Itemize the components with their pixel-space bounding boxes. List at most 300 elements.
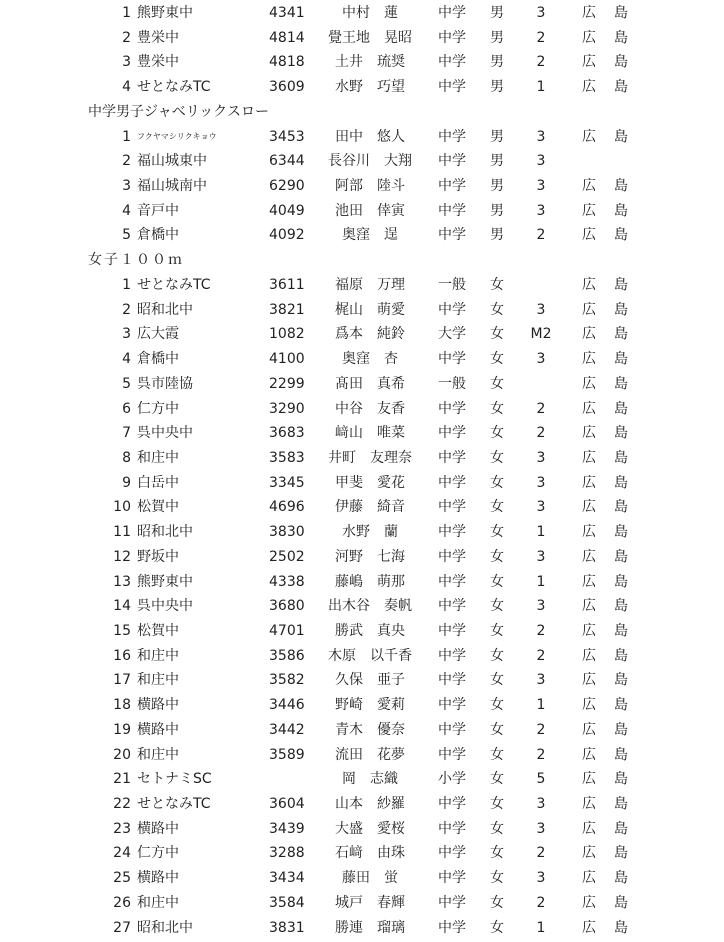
- sex: 女: [490, 400, 504, 417]
- sex: 女: [490, 870, 504, 887]
- entry-number: 26: [113, 894, 131, 911]
- category: 中学: [438, 79, 466, 96]
- team-name: 倉橋中: [137, 227, 179, 244]
- sex: 女: [490, 301, 504, 318]
- entry-number: 2: [122, 29, 131, 46]
- grade: M2: [530, 326, 552, 343]
- entry-number: 24: [113, 845, 131, 862]
- grade: [526, 273, 556, 298]
- prefecture: 広島: [582, 672, 646, 689]
- prefecture: 広島: [582, 845, 646, 862]
- athlete-name: 青木 優奈: [335, 721, 405, 738]
- grade: 3: [536, 820, 546, 837]
- table-row: [0, 495, 724, 520]
- table-row: [0, 50, 724, 75]
- sex: 女: [490, 845, 504, 862]
- grade: 3: [536, 870, 546, 887]
- prefecture: 広島: [582, 746, 646, 763]
- event-title: 中学男子ジャベリックスロー: [88, 103, 270, 120]
- prefecture: 広島: [582, 375, 646, 392]
- team-name: フクヤマシリクキョウ: [137, 131, 217, 141]
- entry-number: 23: [113, 820, 131, 837]
- bib-number: 4092: [269, 227, 305, 244]
- category: 中学: [438, 227, 466, 244]
- grade: 2: [536, 623, 546, 639]
- table-row: [0, 1, 724, 26]
- bib-number: 3680: [269, 598, 305, 615]
- athlete-name: 流田 花夢: [335, 746, 405, 763]
- entry-number: 8: [122, 449, 131, 466]
- category: 中学: [438, 870, 466, 887]
- athlete-name: 山本 紗羅: [335, 796, 405, 813]
- category: 中学: [438, 548, 466, 565]
- sex: 女: [490, 326, 504, 343]
- category: 中学: [438, 894, 466, 911]
- team-name: 豊栄中: [137, 29, 179, 46]
- sex: 女: [490, 746, 504, 763]
- grade: 3: [536, 474, 546, 491]
- category: 中学: [438, 746, 466, 763]
- sex: 男: [490, 5, 504, 21]
- bib-number: 4049: [269, 202, 305, 219]
- sex: 女: [490, 894, 504, 911]
- category: 中学: [438, 425, 466, 442]
- grade: 2: [536, 400, 546, 417]
- bib-number: 3442: [269, 721, 305, 738]
- athlete-name: 城戸 春輝: [335, 894, 405, 911]
- category: 中学: [438, 796, 466, 813]
- table-row: [0, 26, 724, 51]
- category: 中学: [438, 721, 466, 738]
- prefecture: 広島: [582, 54, 646, 71]
- category: 中学: [438, 573, 466, 590]
- bib-number: [269, 767, 319, 792]
- athlete-name: 出木谷 奏帆: [328, 598, 412, 615]
- bib-number: 4338: [269, 573, 305, 590]
- grade: 2: [536, 425, 546, 442]
- bib-number: 3584: [269, 894, 305, 911]
- sex: 女: [490, 598, 504, 615]
- sex: 女: [490, 276, 504, 293]
- bib-number: 6344: [269, 153, 305, 170]
- entry-number: 5: [122, 375, 131, 392]
- entry-number: 15: [113, 623, 131, 639]
- category: 中学: [438, 449, 466, 466]
- prefecture: 広島: [582, 499, 646, 516]
- grade: 3: [536, 499, 546, 516]
- category: 中学: [438, 351, 466, 368]
- grade: 3: [536, 178, 546, 195]
- grade: [526, 372, 556, 397]
- athlete-name: 藤嶋 萌那: [335, 573, 405, 590]
- prefecture: 広島: [582, 29, 646, 46]
- grade: 2: [536, 721, 546, 738]
- team-name: 熊野東中: [137, 5, 193, 21]
- athlete-name: 覺王地 晃昭: [328, 29, 412, 46]
- team-name: 松賀中: [137, 623, 179, 639]
- entry-number: 1: [122, 128, 131, 145]
- bib-number: 3830: [269, 524, 305, 541]
- prefecture: 広島: [582, 326, 646, 343]
- prefecture: 広島: [582, 771, 646, 788]
- grade: 3: [536, 128, 546, 145]
- entry-number: 25: [113, 870, 131, 887]
- team-name: 横路中: [137, 820, 179, 837]
- category: 一般: [438, 276, 466, 293]
- team-name: 松賀中: [137, 499, 179, 516]
- grade: 3: [536, 301, 546, 318]
- table-row: [0, 718, 724, 743]
- entry-number: 4: [122, 202, 131, 219]
- grade: 1: [536, 573, 546, 590]
- category: 中学: [438, 672, 466, 689]
- prefecture: 広島: [582, 647, 646, 664]
- prefecture: 広島: [582, 425, 646, 442]
- event-heading: [0, 248, 724, 273]
- athlete-name: 奥窪 逞: [342, 227, 398, 244]
- entry-number: 14: [113, 598, 131, 615]
- grade: 3: [536, 672, 546, 689]
- team-name: 仁方中: [137, 400, 179, 417]
- table-row: [0, 199, 724, 224]
- athlete-name: 河野 七海: [335, 548, 405, 565]
- entry-number: 12: [113, 548, 131, 565]
- grade: 1: [536, 919, 546, 936]
- category: 一般: [438, 375, 466, 392]
- table-row: [0, 891, 724, 916]
- entry-number: 3: [122, 326, 131, 343]
- entry-number: 9: [122, 474, 131, 491]
- category: 中学: [438, 400, 466, 417]
- prefecture: 広島: [582, 474, 646, 491]
- sex: 女: [490, 672, 504, 689]
- grade: 1: [536, 79, 546, 96]
- prefecture: 広島: [582, 796, 646, 813]
- sex: 女: [490, 499, 504, 516]
- category: 中学: [438, 474, 466, 491]
- entry-number: 18: [113, 697, 131, 714]
- bib-number: 3439: [269, 820, 305, 837]
- team-name: 和庄中: [137, 746, 179, 763]
- entry-number: 4: [122, 79, 131, 96]
- athlete-name: 爲本 純鈴: [335, 326, 405, 343]
- table-row: [0, 273, 724, 298]
- table-row: [0, 471, 724, 496]
- prefecture: 広島: [582, 820, 646, 837]
- entry-number: 2: [122, 301, 131, 318]
- bib-number: 3604: [269, 796, 305, 813]
- athlete-name: 久保 亜子: [335, 672, 405, 689]
- athlete-name: 﨑山 唯菜: [335, 425, 405, 442]
- grade: 2: [536, 746, 546, 763]
- team-name: 豊栄中: [137, 54, 179, 71]
- category: 中学: [438, 499, 466, 516]
- bib-number: 4696: [269, 499, 305, 516]
- table-row: [0, 397, 724, 422]
- table-row: [0, 149, 724, 174]
- prefecture: 広島: [582, 227, 646, 244]
- team-name: 福山城東中: [137, 153, 207, 170]
- team-name: 呉市陸協: [137, 375, 193, 392]
- sex: 男: [490, 79, 504, 96]
- grade: 3: [536, 548, 546, 565]
- entry-number: 3: [122, 178, 131, 195]
- bib-number: 4701: [269, 623, 305, 639]
- table-row: [0, 693, 724, 718]
- athlete-name: 石﨑 由珠: [335, 845, 405, 862]
- prefecture: 広島: [582, 598, 646, 615]
- entry-number: 27: [113, 919, 131, 936]
- team-name: 横路中: [137, 870, 179, 887]
- entry-number: 16: [113, 647, 131, 664]
- sex: 女: [490, 548, 504, 565]
- athlete-name: 伊藤 綺音: [335, 499, 405, 516]
- bib-number: 3345: [269, 474, 305, 491]
- sex: 女: [490, 919, 504, 936]
- prefecture: 広島: [582, 5, 646, 21]
- table-row: [0, 322, 724, 347]
- table-row: [0, 841, 724, 866]
- team-name: 和庄中: [137, 647, 179, 664]
- athlete-name: 木原 以千香: [328, 647, 412, 664]
- team-name: 横路中: [137, 697, 179, 714]
- table-row: [0, 916, 724, 941]
- entry-number: 19: [113, 721, 131, 738]
- sex: 女: [490, 697, 504, 714]
- sex: 男: [490, 128, 504, 145]
- sex: 女: [490, 524, 504, 541]
- category: 中学: [438, 697, 466, 714]
- bib-number: 3288: [269, 845, 305, 862]
- prefecture: 広島: [582, 697, 646, 714]
- team-name: せとなみTC: [137, 276, 211, 293]
- prefecture: [582, 149, 630, 174]
- sex: 男: [490, 29, 504, 46]
- grade: 2: [536, 647, 546, 664]
- entry-number: 22: [113, 796, 131, 813]
- team-name: せとなみTC: [137, 796, 211, 813]
- entry-number: 21: [113, 771, 131, 788]
- bib-number: 3453: [269, 128, 305, 145]
- sex: 男: [490, 227, 504, 244]
- team-name: 白岳中: [137, 474, 179, 491]
- bib-number: 3611: [269, 276, 305, 293]
- sex: 男: [490, 178, 504, 195]
- bib-number: 4100: [269, 351, 305, 368]
- prefecture: 広島: [582, 524, 646, 541]
- team-name: 昭和北中: [137, 524, 193, 541]
- category: 中学: [438, 623, 466, 639]
- team-name: 野坂中: [137, 548, 179, 565]
- category: 中学: [438, 153, 466, 170]
- athlete-name: 中谷 友香: [335, 400, 405, 417]
- athlete-name: 梶山 萌愛: [335, 301, 405, 318]
- table-row: [0, 520, 724, 545]
- table-row: [0, 792, 724, 817]
- table-row: [0, 446, 724, 471]
- bib-number: 2502: [269, 548, 305, 565]
- entry-number: 20: [113, 746, 131, 763]
- entry-number: 1: [122, 5, 131, 21]
- grade: 2: [536, 227, 546, 244]
- event-title: 女子１００ｍ: [88, 252, 184, 269]
- bib-number: 3583: [269, 449, 305, 466]
- category: 中学: [438, 524, 466, 541]
- prefecture: 広島: [582, 400, 646, 417]
- athlete-name: 福原 万理: [335, 276, 405, 293]
- athlete-name: 阿部 陸斗: [335, 178, 405, 195]
- category: 大学: [438, 326, 466, 343]
- team-name: 広大霞: [137, 326, 179, 343]
- prefecture: 広島: [582, 870, 646, 887]
- grade: 1: [536, 697, 546, 714]
- prefecture: 広島: [582, 79, 646, 96]
- team-name: 和庄中: [137, 894, 179, 911]
- prefecture: 広島: [582, 301, 646, 318]
- prefecture: 広島: [582, 894, 646, 911]
- grade: 2: [536, 29, 546, 46]
- prefecture: 広島: [582, 128, 646, 145]
- bib-number: 3821: [269, 301, 305, 318]
- team-name: セトナミSC: [137, 771, 212, 788]
- entry-number: 17: [113, 672, 131, 689]
- prefecture: 広島: [582, 202, 646, 219]
- bib-number: 4814: [269, 29, 305, 46]
- athlete-name: 藤田 蛍: [342, 870, 398, 887]
- event-heading: [0, 100, 724, 125]
- category: 中学: [438, 919, 466, 936]
- athlete-name: 野崎 愛莉: [335, 697, 405, 714]
- grade: 3: [536, 202, 546, 219]
- athlete-name: 髙田 真希: [335, 375, 405, 392]
- table-row: [0, 866, 724, 891]
- athlete-name: 田中 悠人: [335, 128, 405, 145]
- athlete-name: 長谷川 大翔: [328, 153, 412, 170]
- bib-number: 4341: [269, 5, 305, 21]
- table-row: [0, 298, 724, 323]
- bib-number: 3434: [269, 870, 305, 887]
- category: 中学: [438, 202, 466, 219]
- team-name: 熊野東中: [137, 573, 193, 590]
- entry-number: 11: [113, 524, 131, 541]
- prefecture: 広島: [582, 919, 646, 936]
- sex: 女: [490, 771, 504, 788]
- team-name: 倉橋中: [137, 351, 179, 368]
- prefecture: 広島: [582, 351, 646, 368]
- category: 中学: [438, 29, 466, 46]
- sex: 女: [490, 647, 504, 664]
- team-name: 呉中央中: [137, 598, 193, 615]
- table-row: [0, 817, 724, 842]
- sex: 女: [490, 721, 504, 738]
- table-row: [0, 743, 724, 768]
- grade: 3: [536, 351, 546, 368]
- athlete-name: 甲斐 愛花: [335, 474, 405, 491]
- athlete-name: 池田 倖寅: [335, 202, 405, 219]
- team-name: 和庄中: [137, 672, 179, 689]
- table-row: [0, 668, 724, 693]
- grade: 2: [536, 845, 546, 862]
- grade: 3: [536, 5, 546, 21]
- prefecture: 広島: [582, 721, 646, 738]
- sex: 女: [490, 474, 504, 491]
- sex: 女: [490, 449, 504, 466]
- entry-number: 7: [122, 425, 131, 442]
- sex: 男: [490, 54, 504, 71]
- bib-number: 3586: [269, 647, 305, 664]
- entry-number: 6: [122, 400, 131, 417]
- grade: 2: [536, 54, 546, 71]
- team-name: せとなみTC: [137, 79, 211, 96]
- table-row: [0, 421, 724, 446]
- entry-number: 2: [122, 153, 131, 170]
- sex: 女: [490, 623, 504, 639]
- athlete-name: 勝武 真央: [335, 623, 405, 639]
- table-row: [0, 223, 724, 248]
- sex: 女: [490, 573, 504, 590]
- prefecture: 広島: [582, 623, 646, 639]
- sex: 男: [490, 153, 504, 170]
- prefecture: 広島: [582, 548, 646, 565]
- team-name: 昭和北中: [137, 301, 193, 318]
- entry-number: 10: [113, 499, 131, 516]
- grade: 1: [536, 524, 546, 541]
- table-row: [0, 570, 724, 595]
- sex: 女: [490, 425, 504, 442]
- athlete-name: 勝連 瑠璃: [335, 919, 405, 936]
- grade: 3: [536, 153, 546, 170]
- team-name: 呉中央中: [137, 425, 193, 442]
- athlete-name: 中村 蓮: [342, 5, 398, 21]
- team-name: 横路中: [137, 721, 179, 738]
- bib-number: 4818: [269, 54, 305, 71]
- team-name: 仁方中: [137, 845, 179, 862]
- category: 小学: [438, 771, 466, 788]
- athlete-name: 水野 蘭: [342, 524, 398, 541]
- entry-number: 13: [113, 573, 131, 590]
- category: 中学: [438, 128, 466, 145]
- bib-number: 3831: [269, 919, 305, 936]
- bib-number: 3589: [269, 746, 305, 763]
- grade: 3: [536, 796, 546, 813]
- grade: 3: [536, 449, 546, 466]
- table-row: [0, 619, 724, 644]
- table-row: [0, 594, 724, 619]
- entry-number: 4: [122, 351, 131, 368]
- grade: 5: [536, 771, 546, 788]
- bib-number: 3683: [269, 425, 305, 442]
- table-row: [0, 174, 724, 199]
- grade: 3: [536, 598, 546, 615]
- athlete-name: 水野 巧望: [335, 79, 405, 96]
- table-row: [0, 644, 724, 669]
- entry-number: 5: [122, 227, 131, 244]
- category: 中学: [438, 5, 466, 21]
- team-name: 福山城南中: [137, 178, 207, 195]
- category: 中学: [438, 54, 466, 71]
- bib-number: 3609: [269, 79, 305, 96]
- bib-number: 3582: [269, 672, 305, 689]
- sex: 女: [490, 351, 504, 368]
- table-row: [0, 545, 724, 570]
- prefecture: 広島: [582, 276, 646, 293]
- athlete-name: 岡 志織: [342, 771, 398, 788]
- team-name: 昭和北中: [137, 919, 193, 936]
- category: 中学: [438, 178, 466, 195]
- bib-number: 6290: [269, 178, 305, 195]
- category: 中学: [438, 647, 466, 664]
- athlete-name: 大盛 愛桜: [335, 820, 405, 837]
